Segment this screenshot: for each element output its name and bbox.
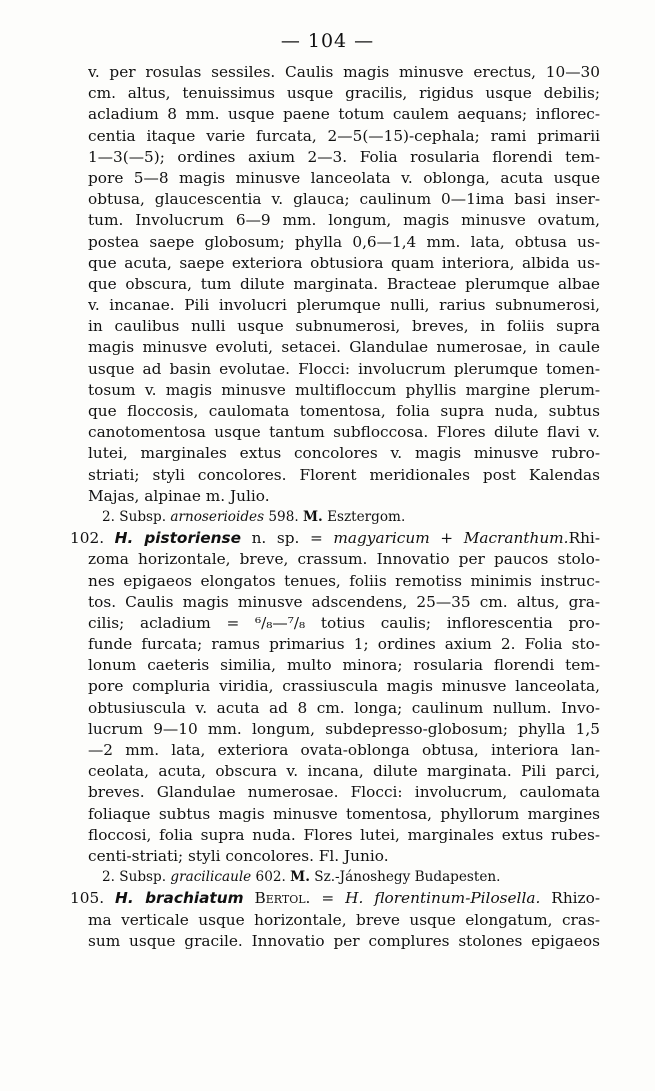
subspecies-locality: Esztergom. [327,508,406,525]
species-description-continued [88,62,600,507]
species-description-102 [88,549,600,867]
text-line: foliaque subtus magis minusve tomentosa, phyllorum margines [88,804,600,823]
text-line: v. incanae. Pili involucri plerumque nulli, rarius subnumerosi, [88,296,600,315]
page-body [70,62,600,952]
text-line: pore compluria viridia, crassiuscula magis minusve lanceolata, [88,677,600,696]
species-text-start: Rhi- [568,529,600,548]
text-line: centia itaque varie furcata, 2—5(—15)-cephala; rami primarii [88,126,600,145]
text-line: tum. Involucrum 6—9 mm. longum, magis minusve ovatum, [88,211,600,230]
species-heading-105 [70,888,600,909]
text-line: magis minusve evoluti, setacei. Glandulae numerosae, in caule [88,338,600,357]
text-line: que acuta, saepe exteriora obtusiora quam interiora, albida us- [88,253,600,272]
text-line: ma verticale usque horizontale, breve usque elongatum, cras- [88,910,600,929]
page-number: — 104 — [280,30,375,52]
subspecies-mark: M. [303,508,323,525]
subspecies-number: 2. Subsp. [102,869,167,886]
subspecies-ref: 598. [268,508,299,525]
text-line: canotomentosa usque tantum subfloccosa. Flores dilute flavi v. [88,423,600,442]
text-line: lutei, marginales extus concolores v. magis minusve rubro- [88,444,600,463]
text-line: tosum v. magis minusve multifloccum phyllis margine plerum- [88,380,600,399]
species-author: Bertol. [254,889,311,908]
text-line: que obscura, tum dilute marginata. Bracteae plerumque albae [88,274,600,293]
subspecies-locality: Sz.-Jánoshegy Budapesten. [314,869,501,886]
text-line: in caulibus nulli usque subnumerosi, breves, in foliis supra [88,317,600,336]
subspecies-line [88,507,600,528]
species-name: H. pistoriense [114,529,241,548]
text-line: cilis; acladium = ⁶/₈—⁷/₈ totius caulis; inflorescentia pro- [88,613,600,632]
species-name: H. brachiatum [115,889,244,908]
text-line: breves. Glandulae numerosae. Flocci: involucrum, caulomata [88,783,600,802]
text-line: obtusa, glaucescentia v. glauca; caulinum 0—1ima basi inser- [88,190,600,209]
subspecies-name: arnoserioides [170,508,265,525]
subspecies-line [88,867,600,888]
text-line: 1—3(—5); ordines axium 2—3. Folia rosularia florendi tem- [88,147,600,166]
species-formula: H. florentinum-Pilosella. [345,889,541,908]
text-line: usque ad basin evolutae. Flocci: involucrum plerumque tomen- [88,359,600,378]
species-status: = [321,889,346,908]
text-line: zoma horizontale, breve, crassum. Innovatio per paucos stolo- [88,550,600,569]
subspecies-name: gracilicaule [170,869,252,886]
species-text-start: Rhizo- [551,889,600,908]
species-number: 105. [70,889,105,908]
text-line: que floccosis, caulomata tomentosa, folia supra nuda, subtus [88,402,600,420]
text-line: sum usque gracile. Innovatio per complures stolones epigaeos [88,931,600,950]
text-line: pore 5—8 magis minusve lanceolata v. oblonga, acuta usque [88,168,600,187]
text-line: Majas, alpinae m. Julio. [88,486,270,505]
text-line: cm. altus, tenuissimus usque gracilis, rigidus usque debilis; [88,84,600,103]
text-line: v. per rosulas sessiles. Caulis magis minusve erectus, 10—30 [88,63,600,81]
text-line: tos. Caulis magis minusve adscendens, 25—35 cm. altus, gra- [88,592,600,611]
text-line: nes epigaeos elongatos tenues, foliis remotiss minimis instruc- [88,571,600,590]
text-line: centi-striati; styli concolores. Fl. Junio. [88,846,389,865]
species-number: 102. [70,529,105,548]
species-heading-102 [70,528,600,549]
subspecies-mark: M. [290,869,310,886]
species-status: n. sp. = [251,529,334,548]
text-line: —2 mm. lata, exteriora ovata-oblonga obtusa, interiora lan- [88,741,600,759]
text-line: lucrum 9—10 mm. longum, subdepresso-globosum; phylla 1,5 [88,719,600,738]
text-line: obtusiuscula v. acuta ad 8 cm. longa; caulinum nullum. Invo- [88,698,600,717]
text-line: funde furcata; ramus primarius 1; ordines axium 2. Folia sto- [88,635,600,654]
text-line: floccosi, folia supra nuda. Flores lutei, marginales extus rubes- [88,825,600,844]
species-description-105 [88,910,600,952]
text-line: postea saepe globosum; phylla 0,6—1,4 mm. lata, obtusa us- [88,232,600,251]
species-formula: magyaricum + Macranthum. [333,529,569,548]
text-line: acladium 8 mm. usque paene totum caulem aequans; infloreс- [88,105,600,124]
text-line: ceolata, acuta, obscura v. incana, dilute marginata. Pili parci, [88,762,600,781]
subspecies-number: 2. Subsp. [102,508,167,525]
text-line: lonum caeteris similia, multo minora; rosularia florendi tem- [88,656,600,675]
subspecies-ref: 602. [255,869,286,886]
text-line: striati; styli concolores. Florent meridionales post Kalendas [88,465,600,484]
